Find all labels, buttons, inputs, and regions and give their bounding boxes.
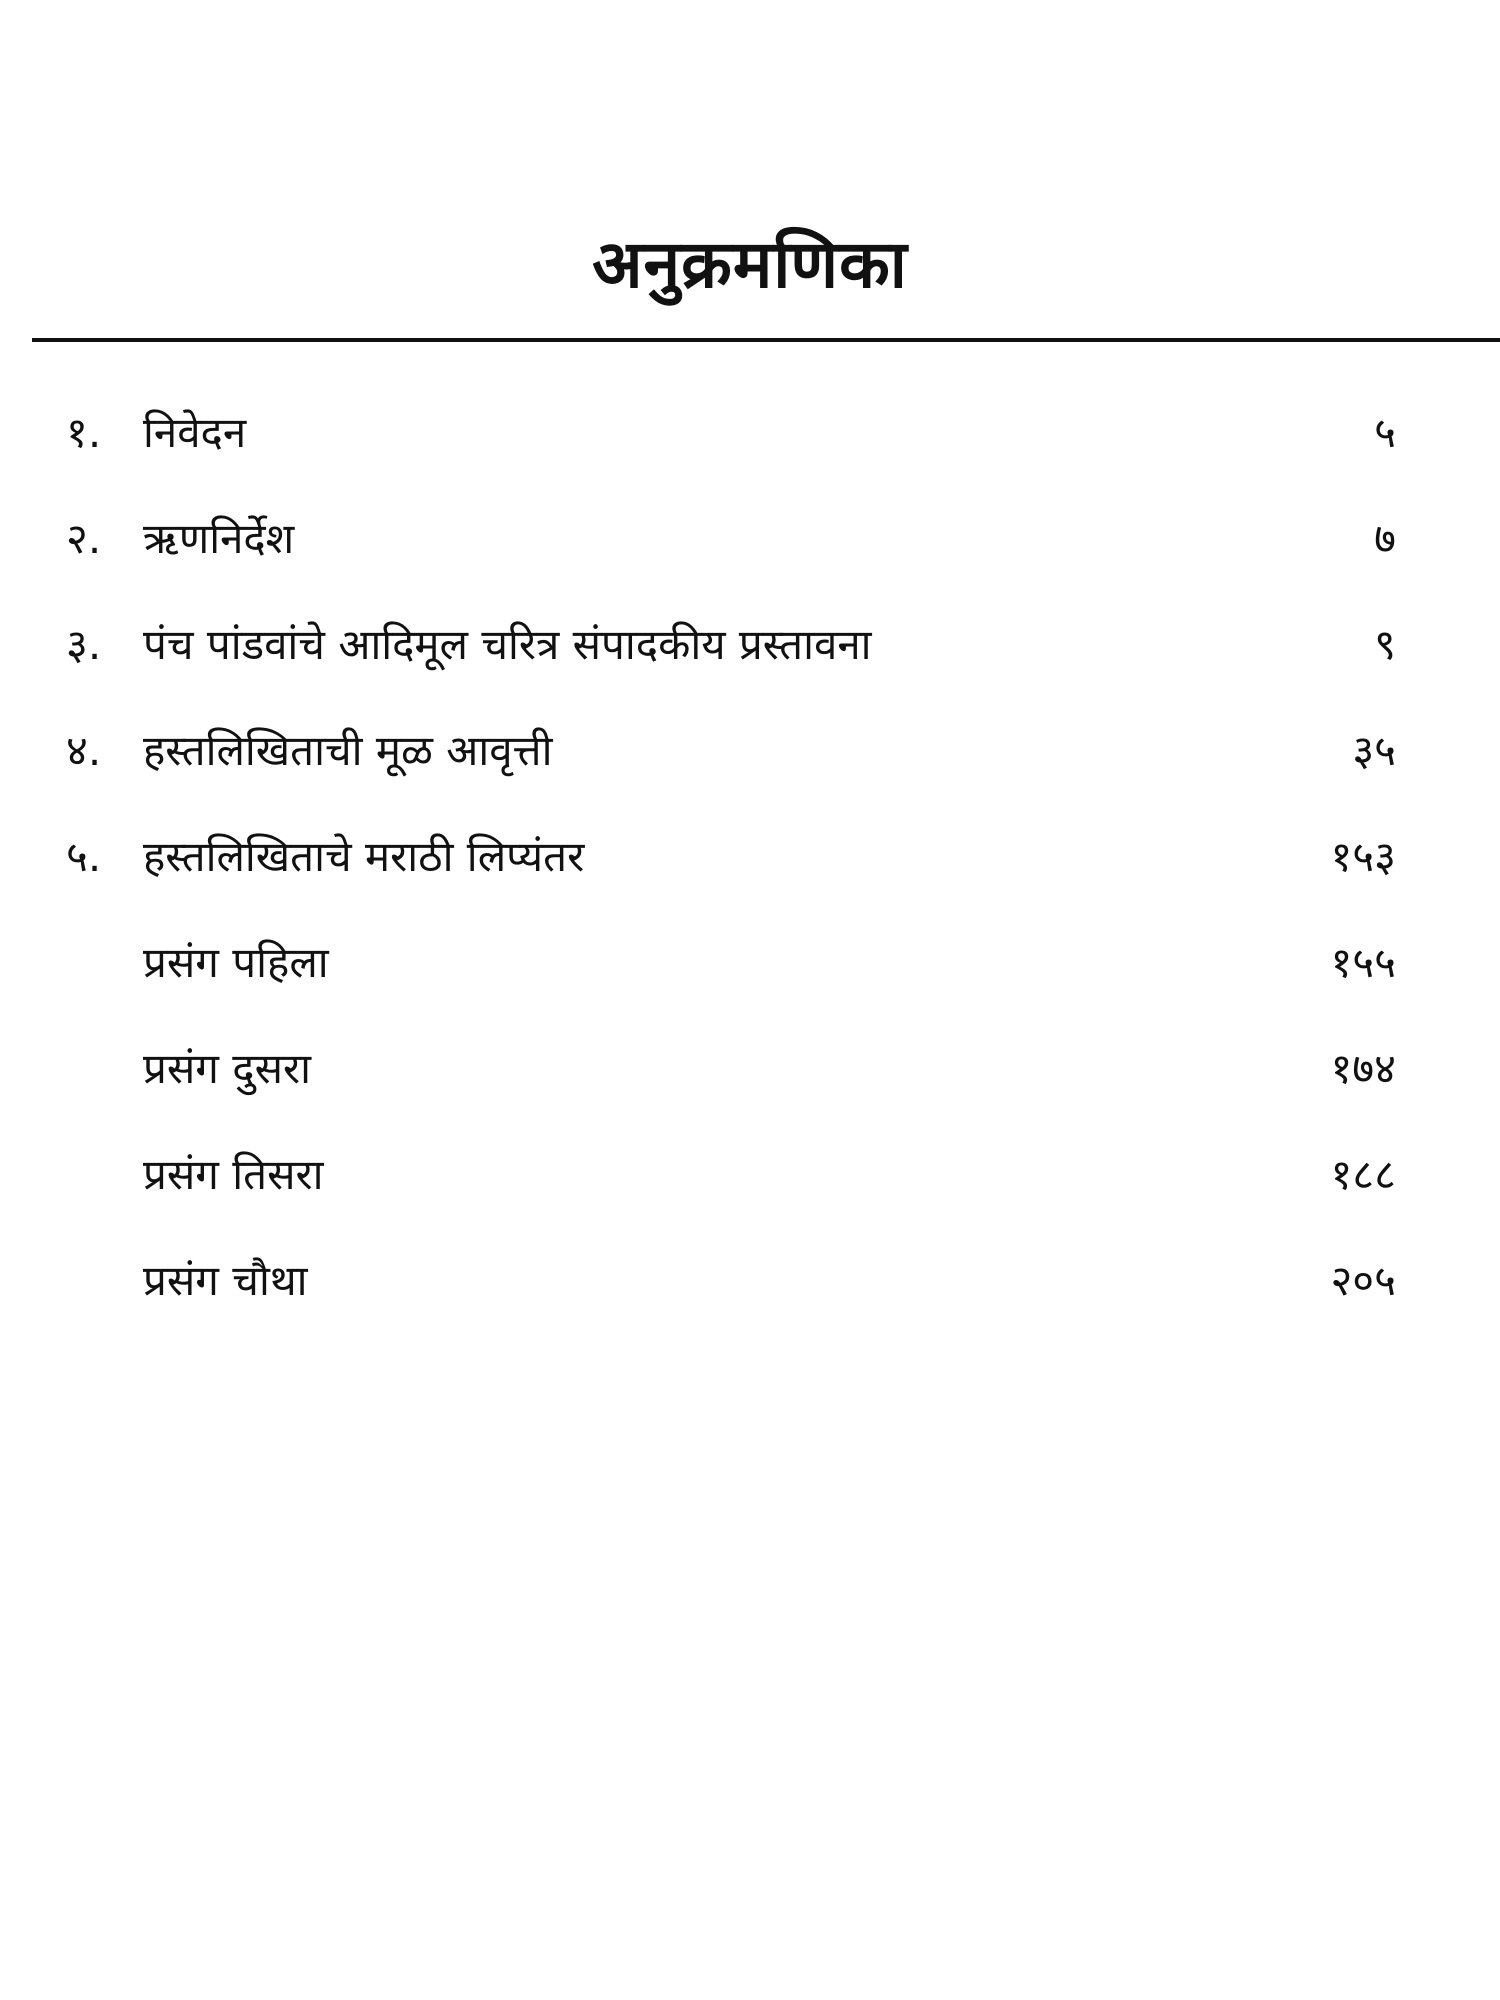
toc-entry-label: हस्तलिखिताचे मराठी लिप्यंतर [143, 832, 585, 881]
toc-entry-number: २. [66, 514, 102, 563]
toc-entry-page: १५५ [1330, 938, 1396, 987]
toc-entry-label: निवेदन [143, 408, 247, 457]
toc-entry-number: १. [66, 408, 102, 457]
page-title: अनुक्रमणिका [592, 226, 908, 303]
toc-entry-3 [0, 610, 1500, 680]
toc-entry-4 [0, 716, 1500, 786]
toc-entry-page: २०५ [1330, 1256, 1396, 1305]
toc-entry-label: प्रसंग पहिला [143, 938, 329, 987]
toc-subentry-1 [0, 928, 1500, 998]
toc-entry-page: १८८ [1330, 1150, 1396, 1199]
toc-entry-page: ५ [1374, 408, 1396, 457]
toc-entry-label: पंच पांडवांचे आदिमूल चरित्र संपादकीय प्रस्तावना [143, 620, 872, 669]
toc-entry-1 [0, 398, 1500, 468]
toc-entry-label: ऋणनिर्देश [143, 514, 295, 563]
toc-entry-number: ४. [66, 726, 102, 775]
toc-entry-label: प्रसंग चौथा [143, 1256, 308, 1305]
toc-subentry-3 [0, 1140, 1500, 1210]
toc-entry-page: १५३ [1330, 832, 1396, 881]
toc-entry-2 [0, 504, 1500, 574]
toc-entry-page: १७४ [1330, 1044, 1396, 1093]
toc-entry-label: प्रसंग तिसरा [143, 1150, 324, 1199]
toc-entry-label: प्रसंग दुसरा [143, 1044, 312, 1093]
toc-entry-number: ५. [66, 832, 102, 881]
toc-entry-number: ३. [66, 620, 102, 669]
toc-entry-5 [0, 822, 1500, 892]
toc-entry-page: ७ [1374, 514, 1396, 563]
toc-subentry-4 [0, 1246, 1500, 1316]
toc-subentry-2 [0, 1034, 1500, 1104]
toc-entry-page: ३५ [1352, 726, 1396, 775]
toc-entry-page: ९ [1374, 620, 1396, 669]
toc-entry-label: हस्तलिखिताची मूळ आवृत्ती [143, 726, 553, 775]
